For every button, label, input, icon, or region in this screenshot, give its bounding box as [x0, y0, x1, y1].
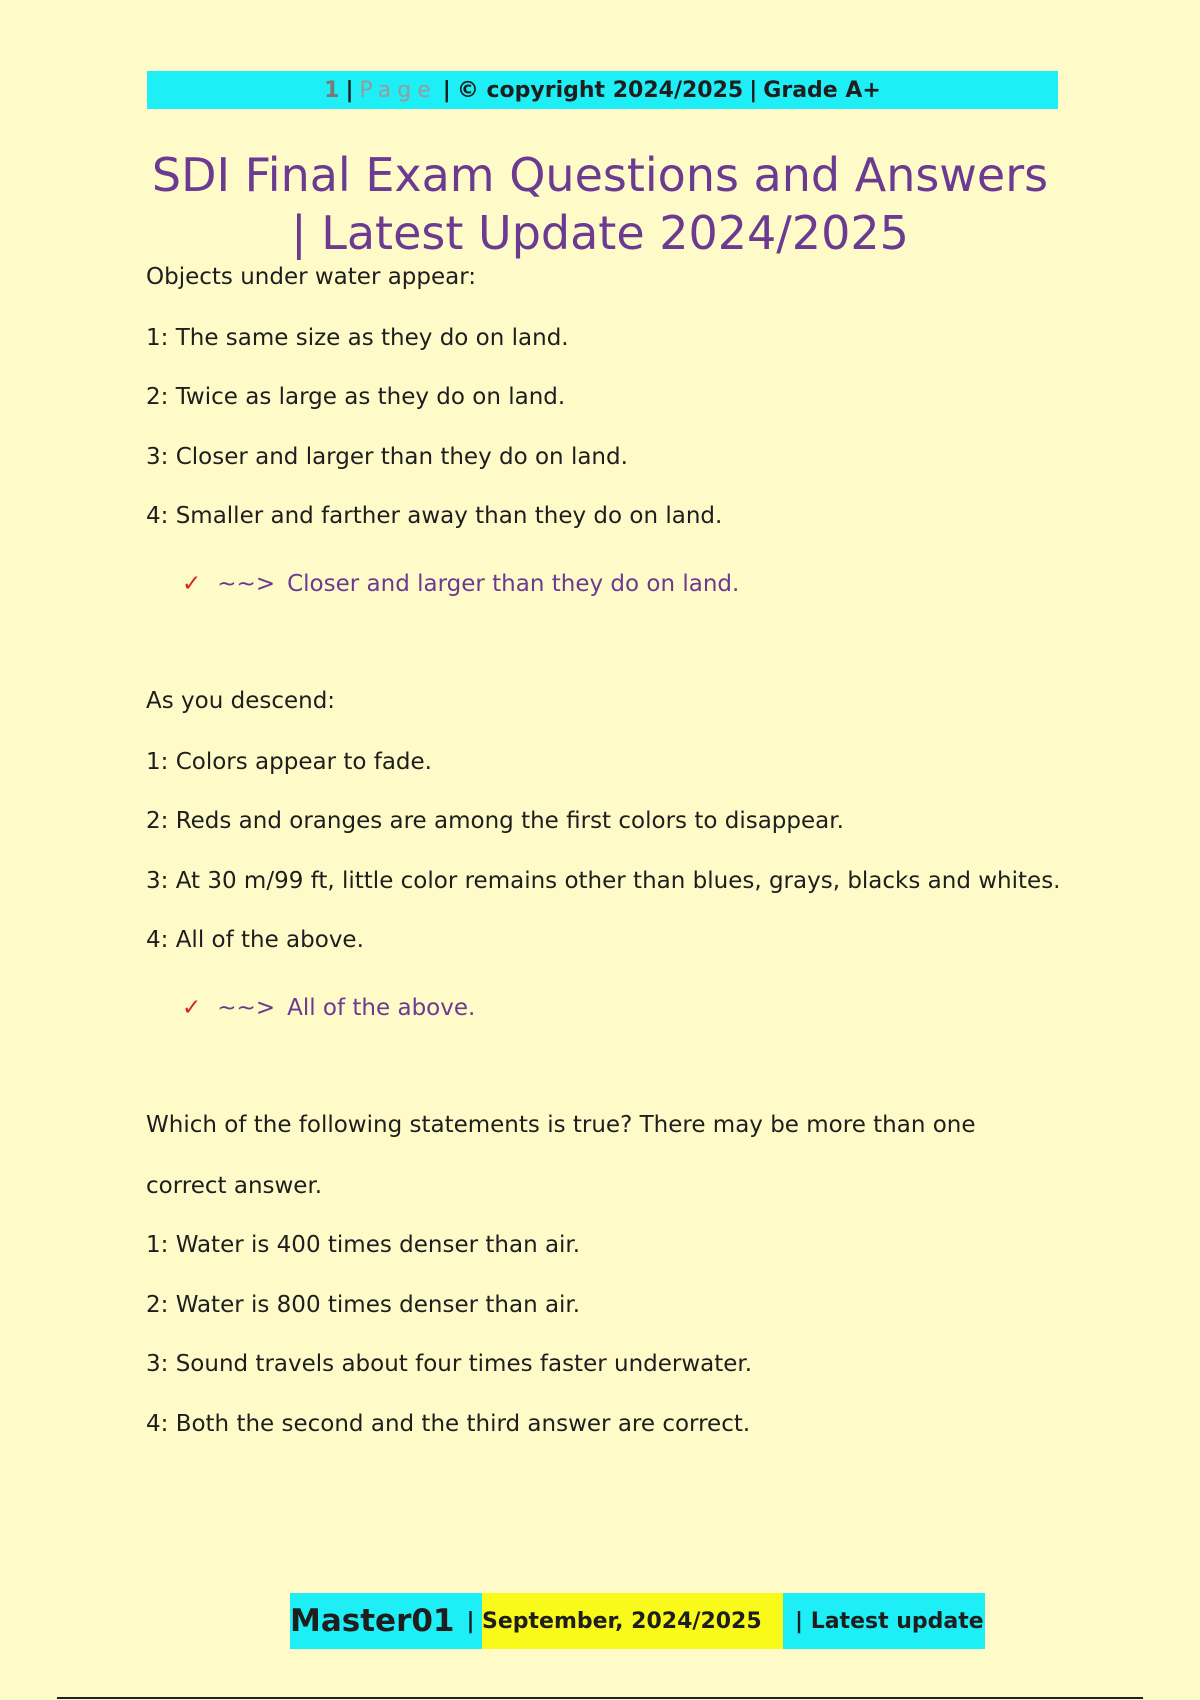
answer-option: 1: Colors appear to fade. [146, 749, 432, 775]
bottom-divider [57, 1697, 1143, 1699]
question-prompt-continued: correct answer. [146, 1173, 323, 1199]
answer-option: 1: Water is 400 times denser than air. [146, 1232, 581, 1258]
check-mark-icon: ✓ [182, 571, 202, 597]
answer-option: 4: Smaller and farther away than they do on land. [146, 503, 723, 529]
answer-option: 1: The same size as they do on land. [146, 325, 569, 351]
page-label: Page [359, 77, 437, 103]
answer-option: 2: Water is 800 times denser than air. [146, 1292, 581, 1318]
answer-option: 3: Sound travels about four times faster underwater. [146, 1351, 753, 1377]
answer-arrow: ~~> [217, 995, 276, 1021]
footer-date: September, 2024/2025 [482, 1608, 762, 1634]
title-line-2: | Latest Update 2024/2025 [291, 206, 909, 260]
footer-separator: | [466, 1608, 475, 1634]
answer-option: 4: All of the above. [146, 927, 364, 953]
header-separator: | [442, 77, 451, 103]
answer-option: 2: Reds and oranges are among the first colors to disappear. [146, 808, 844, 834]
footer-author: Master01 [290, 1603, 455, 1639]
answer-option: 4: Both the second and the third answer are correct. [146, 1411, 751, 1437]
header-separator: | [345, 77, 354, 103]
answer-option: 3: At 30 m/99 ft, little color remains other than blues, grays, blacks and whites. [146, 868, 1061, 894]
correct-answer [182, 995, 475, 1021]
page-number: 1 [324, 77, 340, 103]
question-prompt: As you descend: [146, 688, 336, 714]
grade-text: Grade A+ [763, 77, 881, 103]
footer-author-box [290, 1593, 482, 1649]
correct-answer-text: All of the above. [287, 995, 476, 1021]
document-title [130, 146, 1070, 262]
header-separator: | [749, 77, 758, 103]
question-prompt: Which of the following statements is true? There may be more than one [146, 1112, 976, 1138]
answer-option: 3: Closer and larger than they do on land. [146, 444, 628, 470]
answer-arrow: ~~> [217, 571, 276, 597]
correct-answer-text: Closer and larger than they do on land. [287, 571, 740, 597]
footer-date-box [482, 1593, 783, 1649]
check-mark-icon: ✓ [182, 995, 202, 1021]
copyright-text: © copyright 2024/2025 [456, 77, 744, 103]
page-header-bar [147, 71, 1058, 109]
footer-status-box [783, 1593, 985, 1649]
answer-option: 2: Twice as large as they do on land. [146, 384, 566, 410]
page-footer [290, 1593, 985, 1649]
footer-status: | Latest update [795, 1608, 984, 1634]
question-prompt: Objects under water appear: [146, 264, 477, 290]
title-line-1: SDI Final Exam Questions and Answers [151, 148, 1049, 202]
correct-answer [182, 571, 739, 597]
